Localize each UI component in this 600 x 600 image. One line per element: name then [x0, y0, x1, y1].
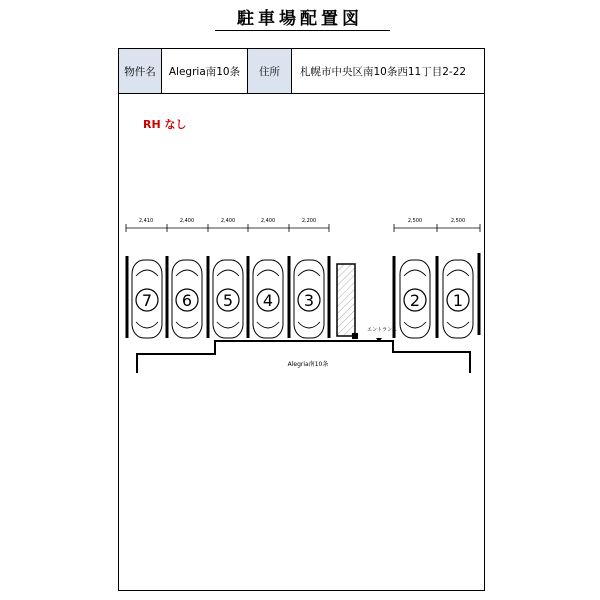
space-number: 4 — [262, 291, 274, 310]
parking-space-7 — [132, 260, 162, 338]
property-name-label: 物件名 — [119, 49, 162, 93]
rh-note: RH なし — [143, 118, 187, 131]
dimension-label: 2,500 — [450, 218, 466, 224]
dimension-label: 2,500 — [407, 218, 423, 224]
parking-space-4 — [253, 260, 283, 338]
parking-space-2 — [400, 260, 430, 338]
space-number: 3 — [303, 291, 315, 310]
address-label: 住所 — [248, 49, 292, 93]
dimension-lines — [126, 218, 480, 232]
hatched-structure — [337, 264, 358, 339]
address-value: 札幌市中央区南10条西11丁目2-22 — [300, 65, 467, 78]
dimension-label: 2,200 — [301, 218, 317, 224]
dimension-label: 2,400 — [220, 218, 236, 224]
parking-space-5 — [213, 260, 243, 338]
space-number: 5 — [222, 291, 234, 310]
space-number: 7 — [141, 291, 153, 310]
space-number: 2 — [409, 291, 421, 310]
parking-space-1 — [443, 260, 473, 338]
parking-space-6 — [172, 260, 202, 338]
page-title: 駐車場配置図 — [237, 9, 363, 29]
property-name-value: Alegria南10条 — [162, 49, 248, 93]
building-label: Alegria南10条 — [287, 361, 329, 368]
building-outline — [137, 341, 470, 373]
dimension-label: 2,410 — [138, 218, 154, 224]
dimension-label: 2,400 — [179, 218, 195, 224]
space-number: 1 — [452, 291, 464, 310]
space-number: 6 — [181, 291, 193, 310]
entrance-label: エントランス — [367, 327, 397, 333]
parking-space-3 — [294, 260, 324, 338]
dimension-label: 2,400 — [260, 218, 276, 224]
